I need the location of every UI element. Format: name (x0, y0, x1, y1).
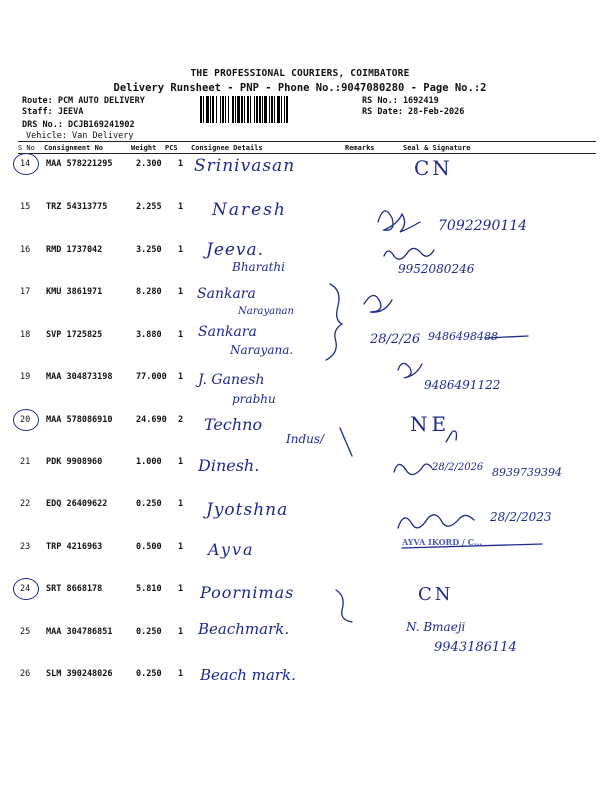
row-sno: 24 (20, 584, 31, 594)
handwritten-remark: CN (414, 156, 453, 180)
row-consignment: MAA 304786851 (46, 627, 113, 637)
row-pcs: 1 (178, 287, 184, 297)
company-title: THE PROFESSIONAL COURIERS, COIMBATORE (190, 68, 410, 79)
handwritten-consignee: Beach mark. (200, 666, 296, 684)
row-consignment: PDK 9908960 (46, 457, 103, 467)
signature-mark (394, 464, 432, 475)
row-pcs: 1 (178, 584, 184, 594)
row-consignment: MAA 578221295 (46, 159, 113, 169)
row-pcs: 1 (178, 499, 184, 509)
row-pcs: 1 (178, 372, 184, 382)
staff-label: Staff: JEEVA (22, 107, 84, 117)
col-consignee: Consignee Details (191, 144, 263, 152)
row-consignment: SLM 390248026 (46, 669, 113, 679)
row-weight: 5.810 (136, 584, 162, 594)
row-sno: 26 (20, 669, 31, 679)
stamp-underline (402, 544, 542, 548)
rs-date: RS Date: 28-Feb-2026 (362, 107, 465, 117)
row-weight: 2.255 (136, 202, 162, 212)
row-weight: 24.690 (136, 415, 167, 425)
row-weight: 0.250 (136, 499, 162, 509)
handwritten-consignee: Dinesh. (198, 456, 260, 475)
handwritten-consignee: Sankara (198, 324, 257, 340)
row-sno: 19 (20, 372, 31, 382)
row-weight: 77.000 (136, 372, 167, 382)
handwritten-phone: 9943186114 (434, 640, 517, 655)
handwritten-phone: 9486491122 (424, 378, 501, 392)
row-weight: 3.880 (136, 330, 162, 340)
handwritten-consignee: prabhu (232, 392, 276, 406)
row-weight: 0.250 (136, 627, 162, 637)
signature-mark (384, 248, 434, 259)
row-sno: 22 (20, 499, 31, 509)
company-stamp-text: AYVA IKORD / C... (402, 537, 483, 547)
row-sno: 15 (20, 202, 31, 212)
handwritten-date: 28/2/26 (370, 332, 421, 347)
handwritten-phone: 9486498488 (428, 330, 498, 343)
col-seal-signature: Seal & Signature (403, 144, 471, 152)
row-consignment: RMD 1737042 (46, 245, 103, 255)
handwritten-consignee: J. Ganesh (198, 372, 265, 388)
signature-mark (398, 363, 422, 378)
handwritten-date: 28/2/2023 (490, 510, 552, 524)
row-weight: 0.500 (136, 542, 162, 552)
handwritten-consignee: Jyotshna (206, 500, 289, 520)
handwritten-phone: 7092290114 (438, 218, 528, 234)
col-sno: S No (18, 144, 35, 152)
row-weight: 2.300 (136, 159, 162, 169)
row-sno: 20 (20, 415, 31, 425)
row-consignment: MAA 578086910 (46, 415, 113, 425)
row-weight: 1.000 (136, 457, 162, 467)
row-pcs: 1 (178, 542, 184, 552)
handwritten-consignee: Techno (204, 415, 263, 434)
row-sno: 14 (20, 159, 31, 169)
row-consignment: KMU 3861971 (46, 287, 103, 297)
handwritten-consignee: Ayva (208, 540, 255, 559)
handwritten-phone: 8939739394 (492, 466, 562, 479)
row-consignment: TRP 4216963 (46, 542, 103, 552)
row-sno: 23 (20, 542, 31, 552)
row-pcs: 1 (178, 627, 184, 637)
row-weight: 8.280 (136, 287, 162, 297)
col-remarks: Remarks (345, 144, 375, 152)
handwritten-consignee: Sankara (197, 286, 256, 302)
handwritten-consignee: Jeeva. (206, 240, 265, 260)
row-pcs: 1 (178, 202, 184, 212)
row-pcs: 1 (178, 159, 184, 169)
handwritten-consignee: Srinivasan (194, 156, 296, 176)
drs-number: DRS No.: DCJB169241902 (22, 120, 135, 130)
row-consignment: SVP 1725825 (46, 330, 103, 340)
handwritten-consignee: Naresh (212, 200, 287, 220)
row-pcs: 1 (178, 245, 184, 255)
bracket-mark (326, 284, 342, 360)
handwritten-consignee: Poornimas (200, 583, 295, 602)
strike-through-mark (486, 336, 528, 338)
col-weight: Weight (131, 144, 157, 152)
slash-mark (340, 428, 352, 456)
row-consignment: EDQ 26409622 (46, 499, 108, 509)
row-consignment: MAA 304873198 (46, 372, 113, 382)
bracket-mark (336, 590, 352, 622)
vehicle-label: Vehicle: Van Delivery (26, 131, 134, 141)
rs-number: RS No.: 1692419 (362, 96, 439, 106)
handwritten-consignee: Narayana. (230, 343, 294, 357)
signature-mark (398, 515, 474, 528)
signature-mark (364, 295, 392, 312)
handwritten-date: 28/2/2026 (432, 462, 484, 473)
row-pcs: 1 (178, 669, 184, 679)
col-consignment: Consignment No (44, 144, 104, 152)
route-label: Route: PCM AUTO DELIVERY (22, 96, 145, 106)
row-weight: 3.250 (136, 245, 162, 255)
handwritten-phone: 9952080246 (398, 262, 475, 276)
handwritten-remark: NE (410, 412, 451, 436)
handwritten-remark: CN (418, 584, 454, 605)
row-sno: 16 (20, 245, 31, 255)
signature-mark (446, 431, 457, 442)
row-sno: 17 (20, 287, 31, 297)
handwritten-consignee: Narayanan (238, 306, 294, 317)
row-pcs: 2 (178, 415, 184, 425)
row-consignment: SRT 8668178 (46, 584, 103, 594)
handwritten-consignee: Indus/ (286, 432, 325, 446)
row-weight: 0.250 (136, 669, 162, 679)
runsheet-title: Delivery Runsheet - PNP - Phone No.:9047080280 - Page No.:2 (113, 82, 487, 94)
handwritten-consignee: Bharathi (232, 260, 285, 274)
handwritten-name: N. Bmaeji (406, 620, 466, 634)
signature-mark (378, 211, 420, 232)
row-pcs: 1 (178, 457, 184, 467)
row-consignment: TRZ 54313775 (46, 202, 108, 212)
row-pcs: 1 (178, 330, 184, 340)
row-sno: 18 (20, 330, 31, 340)
row-sno: 21 (20, 457, 31, 467)
col-pcs: PCS (165, 144, 178, 152)
row-sno: 25 (20, 627, 31, 637)
handwritten-consignee: Beachmark. (198, 620, 290, 638)
